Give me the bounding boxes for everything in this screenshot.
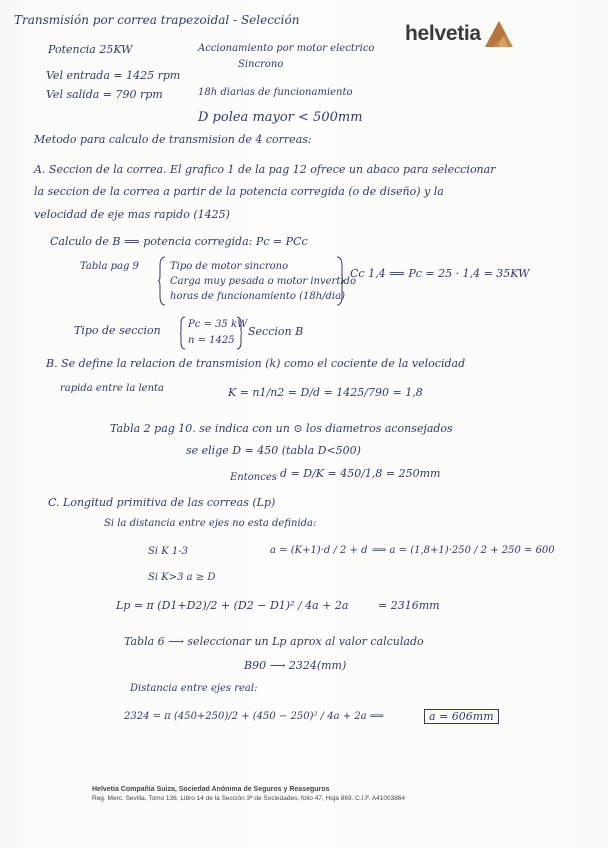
left-brace-2 — [180, 316, 186, 350]
note-c-a-result: ⟹ a = (1,8+1)·250 / 2 + 250 = 600 — [372, 545, 555, 556]
note-a-line-1: A. Seccion de la correa. El grafico 1 de la pag 12 ofrece un abaco para seleccionar — [34, 163, 496, 176]
helvetia-logo — [405, 20, 514, 48]
note-d-polea: D polea mayor < 500mm — [198, 110, 363, 125]
note-vel-entrada: Vel entrada = 1425 rpm — [46, 69, 181, 82]
note-b-line-4: se elige D = 450 (tabla D<500) — [186, 444, 361, 457]
note-b90: B90 ⟶ 2324(mm) — [244, 659, 347, 672]
note-b-line-1: B. Se define la relacion de transmision (k) como el cociente de la velocidad — [46, 357, 466, 370]
note-tipo-n: n = 1425 — [188, 335, 235, 346]
note-accionamiento-2: Sincrono — [238, 59, 284, 70]
brand-name: helvetia — [405, 22, 481, 45]
mountain-logo-icon — [484, 20, 514, 48]
note-entonces: Entonces — [230, 472, 277, 483]
note-calculo: Calculo de B ⟹ potencia corregida: Pc = PCc — [50, 235, 308, 248]
note-vel-salida: Vel salida = 790 rpm — [46, 88, 163, 101]
note-tabla-label: Tabla pag 9 — [80, 261, 139, 272]
note-lp-equation: Lp = π (D1+D2)/2 + (D2 − D1)² / 4a + 2a — [116, 599, 349, 612]
note-final-equation: 2324 = π (450+250)/2 + (450 − 250)² / 4a + 2a ⟹ — [124, 711, 385, 722]
note-title: Transmisión por correa trapezoidal - Selección — [14, 13, 300, 27]
note-distancia: Distancia entre ejes real: — [130, 683, 258, 694]
note-accionamiento-1: Accionamiento por motor electrico — [198, 43, 375, 54]
note-tabla-cond-3: horas de funcionamiento (18h/dia) — [170, 291, 345, 302]
note-tabla-cond-1: Tipo de motor sincrono — [170, 261, 289, 272]
note-tipo-seccion: Tipo de seccion — [74, 324, 161, 337]
note-horas: 18h diarias de funcionamiento — [198, 87, 353, 98]
note-a-line-2: la seccion de la correa a partir de la potencia corregida (o de diseño) y la — [34, 185, 444, 198]
note-c-case-2: Si K>3 a ≥ D — [148, 572, 216, 583]
note-potencia: Potencia 25KW — [48, 43, 133, 56]
right-brace-2 — [236, 316, 242, 350]
note-c-line-2: Si la distancia entre ejes no esta definida: — [104, 518, 317, 529]
note-c-line-1: C. Longitud primitiva de las correas (Lp) — [48, 496, 276, 509]
right-brace — [336, 256, 344, 306]
note-d-result: d = D/K = 450/1,8 = 250mm — [280, 467, 441, 480]
note-metodo: Metodo para calculo de transmision de 4 correas: — [34, 133, 312, 146]
note-lp-result: = 2316mm — [378, 599, 440, 612]
note-c-case-1: Si K 1-3 — [148, 546, 188, 557]
note-b-line-3: Tabla 2 pag 10. se indica con un ⊙ los diametros aconsejados — [110, 422, 453, 435]
note-tabla-6: Tabla 6 ⟶ seleccionar un Lp aprox al valor calculado — [124, 635, 424, 648]
note-tabla-result: Cc 1,4 ⟹ Pc = 25 · 1,4 = 35KW — [350, 267, 530, 280]
note-tabla-cond-2: Carga muy pesada o motor invertido — [170, 276, 356, 287]
note-a-line-3: velocidad de eje mas rapido (1425) — [34, 208, 230, 221]
note-c-a-formula: a = (K+1)·d / 2 + d — [270, 545, 368, 556]
footer-registry: Reg. Merc. Sevilla, Tomo 136, Libro 14 de la Sección 3ª de Sociedades, folio 47, Hoja 869. C.I.F. A41003864 — [92, 794, 406, 802]
footer-company: Helvetia Compañía Suiza, Sociedad Anónima de Seguros y Reaseguros — [92, 786, 330, 793]
company-footer — [92, 786, 552, 803]
note-tipo-pc: Pc = 35 kW — [188, 319, 248, 330]
left-brace — [158, 256, 166, 306]
note-final-result: a = 606mm — [424, 709, 499, 724]
note-tipo-result: Seccion B — [248, 325, 304, 338]
note-k-equation: K = n1/n2 = D/d = 1425/790 = 1,8 — [228, 386, 423, 399]
note-b-line-2: rapida entre la lenta — [60, 383, 165, 394]
